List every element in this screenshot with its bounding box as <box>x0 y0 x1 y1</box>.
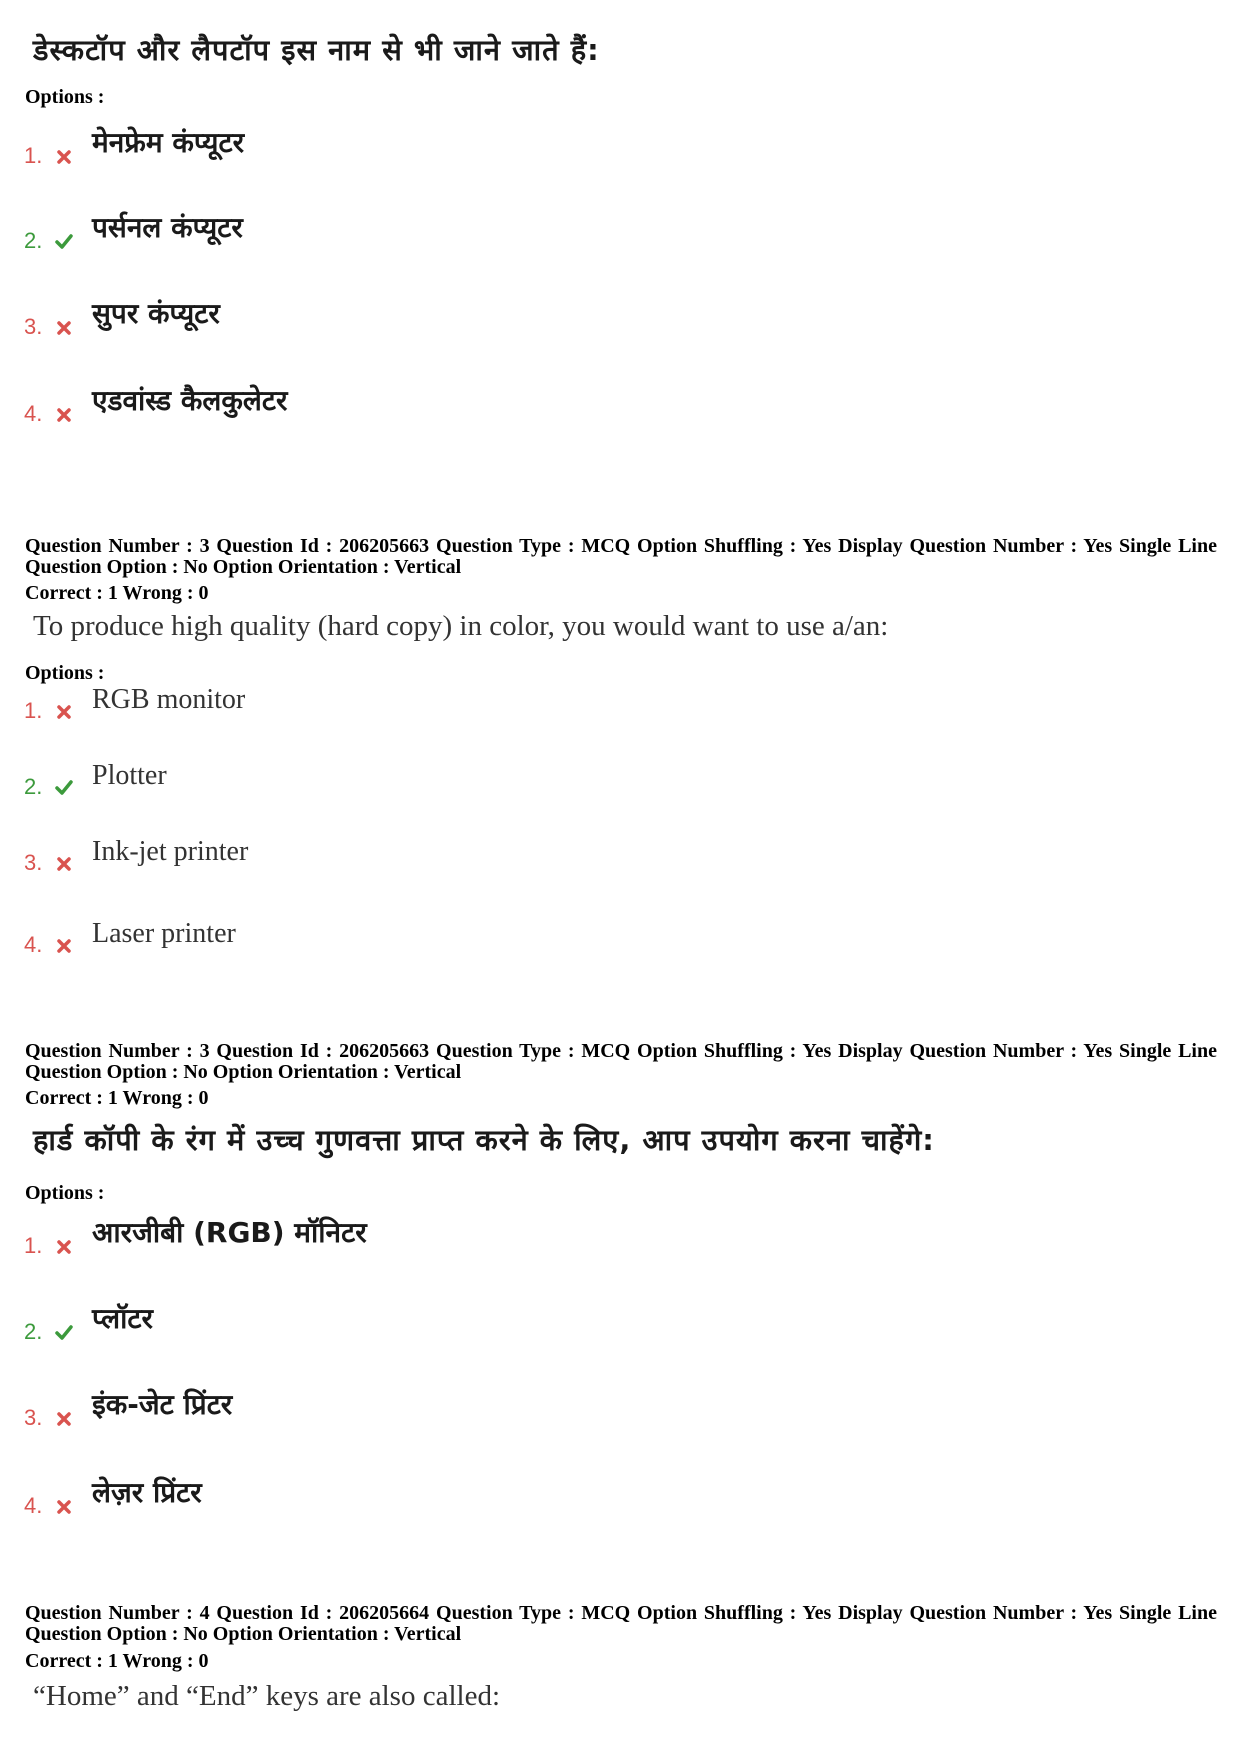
option-2-3 <box>22 822 922 882</box>
option-text: लेज़र प्रिंटर <box>92 1476 202 1509</box>
options-label-3: Options : <box>25 1182 105 1204</box>
option-3-4 <box>22 1465 922 1525</box>
cross-icon <box>54 702 74 722</box>
option-text: मेनफ्रेम कंप्यूटर <box>92 126 245 159</box>
question-meta-2: Question Number : 3 Question Id : 206205663 Question Type : MCQ Option Shuffling : Yes Display Question Number : Yes Single Line Question Option : No Option Orientation : Vertical <box>25 535 1217 578</box>
cross-icon <box>54 147 74 167</box>
option-number: 2. <box>24 228 43 253</box>
option-number: 1. <box>24 143 43 168</box>
option-number: 2. <box>24 1319 43 1344</box>
option-2-4 <box>22 904 922 964</box>
option-number: 4. <box>24 932 43 957</box>
option-text: Laser printer <box>92 918 236 949</box>
option-1-3 <box>22 286 922 346</box>
option-1-4 <box>22 373 922 433</box>
option-2-2 <box>22 746 922 806</box>
option-text: Ink-jet printer <box>92 836 249 867</box>
option-text: इंक-जेट प्रिंटर <box>92 1388 233 1421</box>
option-number: 3. <box>24 850 43 875</box>
option-number: 1. <box>24 1233 43 1258</box>
question-meta-3: Question Number : 3 Question Id : 206205663 Question Type : MCQ Option Shuffling : Yes Display Question Number : Yes Single Line Question Option : No Option Orientation : Vertical <box>25 1040 1217 1083</box>
cross-icon <box>54 318 74 338</box>
cross-icon <box>54 854 74 874</box>
score-info-2: Correct : 1 Wrong : 0 <box>25 582 209 604</box>
options-label-2: Options : <box>25 662 105 684</box>
option-text: Plotter <box>92 760 167 791</box>
question-text-4: “Home” and “End” keys are also called: <box>33 1680 501 1712</box>
option-number: 1. <box>24 698 43 723</box>
check-icon <box>54 1323 74 1343</box>
option-text: RGB monitor <box>92 684 246 715</box>
options-label-1: Options : <box>25 86 105 108</box>
option-text: पर्सनल कंप्यूटर <box>92 211 243 244</box>
option-number: 3. <box>24 314 43 339</box>
option-2-1 <box>22 670 922 730</box>
option-3-2 <box>22 1291 922 1351</box>
option-3-1 <box>22 1205 922 1265</box>
cross-icon <box>54 1497 74 1517</box>
check-icon <box>54 778 74 798</box>
option-1-2 <box>22 200 922 260</box>
question-meta-4: Question Number : 4 Question Id : 206205664 Question Type : MCQ Option Shuffling : Yes Display Question Number : Yes Single Line Question Option : No Option Orientation : Vertical <box>25 1602 1217 1645</box>
option-text: आरजीबी (RGB) मॉनिटर <box>92 1216 367 1249</box>
question-text-2: To produce high quality (hard copy) in color, you would want to use a/an: <box>33 610 889 642</box>
option-number: 3. <box>24 1405 43 1430</box>
option-text: सुपर कंप्यूटर <box>92 297 220 330</box>
question-text-1: डेस्कटॉप और लैपटॉप इस नाम से भी जाने जाते हैं: <box>33 33 600 67</box>
option-text: प्लॉटर <box>92 1302 153 1335</box>
option-number: 4. <box>24 1493 43 1518</box>
score-info-4: Correct : 1 Wrong : 0 <box>25 1650 209 1672</box>
option-text: एडवांस्ड कैलकुलेटर <box>92 384 288 417</box>
option-number: 2. <box>24 774 43 799</box>
option-number: 4. <box>24 401 43 426</box>
option-1-1 <box>22 115 922 175</box>
score-info-3: Correct : 1 Wrong : 0 <box>25 1087 209 1109</box>
cross-icon <box>54 936 74 956</box>
cross-icon <box>54 405 74 425</box>
cross-icon <box>54 1237 74 1257</box>
question-text-3: हार्ड कॉपी के रंग में उच्च गुणवत्ता प्राप्त करने के लिए, आप उपयोग करना चाहेंगे: <box>33 1123 935 1157</box>
check-icon <box>54 232 74 252</box>
cross-icon <box>54 1409 74 1429</box>
option-3-3 <box>22 1377 922 1437</box>
